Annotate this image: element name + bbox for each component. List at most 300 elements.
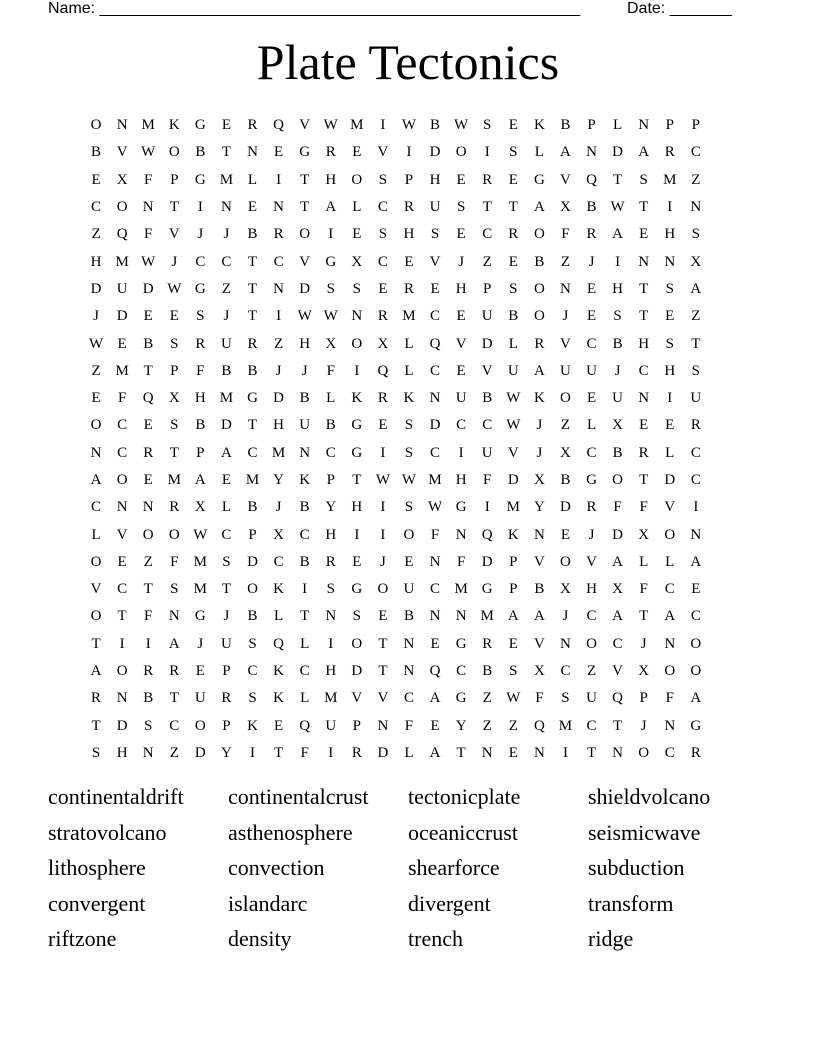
grid-letter: S [509,280,518,297]
word-search-grid [83,112,735,767]
grid-letter: J [458,253,465,270]
grid-letter: J [588,253,595,270]
grid-letter: I [484,499,490,516]
grid-letter: I [145,635,151,652]
grid-letter: L [534,144,544,161]
grid-letter: E [352,553,362,570]
grid-letter: O [168,144,180,161]
grid-letter: N [638,253,650,270]
grid-letter: B [430,117,441,134]
grid-letter: N [586,144,597,161]
grid-letter: R [273,226,284,243]
grid-letter: Q [586,171,597,188]
grid-letter: I [484,144,490,161]
grid-letter: A [533,608,545,625]
grid-letter: B [247,499,258,516]
grid-letter: V [377,144,389,161]
grid-letter: O [116,199,128,216]
grid-letter: V [299,117,311,134]
grid-letter: I [667,390,673,407]
grid-letter: C [690,472,701,488]
grid-row [83,549,735,576]
grid-letter: D [116,717,128,734]
grid-letter: M [219,390,234,407]
grid-letter: R [690,744,701,761]
grid-letter: X [638,526,650,543]
grid-letter: J [223,308,230,325]
grid-letter: N [533,744,545,761]
grid-letter: E [143,472,153,488]
grid-letter: S [509,144,518,161]
grid-letter: C [456,417,467,434]
grid-letter: Q [377,362,389,379]
grid-letter: A [507,608,519,625]
grid-letter: B [534,253,545,270]
grid-letter: D [560,499,571,516]
grid-letter: T [639,308,649,325]
grid-letter: N [273,280,284,297]
grid-letter: T [143,581,153,598]
grid-letter: E [508,117,518,134]
grid-row [83,385,735,412]
grid-row [83,658,735,685]
grid-letter: S [326,581,335,598]
grid-letter: Y [325,499,337,516]
grid-letter: W [401,117,417,134]
grid-letter: E [378,608,388,625]
grid-letter: E [430,635,440,652]
grid-letter: X [377,335,389,352]
grid-letter: Q [612,690,624,707]
grid-letter: B [143,335,154,352]
grid-letter: I [380,526,386,543]
page-title: Plate Tectonics [256,34,560,90]
grid-letter: H [455,472,467,488]
grid-letter: N [299,444,311,461]
grid-letter: H [325,171,337,188]
grid-letter: E [586,280,597,297]
grid-letter: G [455,635,467,652]
grid-letter: O [247,581,258,598]
grid-letter: X [560,199,571,216]
grid-letter: Z [691,171,701,188]
grid-letter: B [143,690,154,707]
grid-row [83,248,735,275]
grid-letter: V [481,362,493,379]
grid-letter: Q [481,526,493,543]
grid-letter: P [639,690,648,707]
word-bank-item: transform [588,890,674,916]
grid-row [83,740,735,767]
grid-letter: O [116,663,128,680]
grid-letter: J [379,553,386,570]
grid-letter: M [245,472,260,488]
grid-letter: D [481,553,493,570]
grid-letter: G [351,417,363,434]
grid-letter: T [639,608,649,625]
grid-letter: E [508,744,518,761]
grid-letter: O [586,635,597,652]
grid-letter: X [690,253,702,270]
grid-letter: W [401,472,417,488]
grid-letter: G [194,117,206,134]
grid-letter: Z [482,717,492,734]
grid-letter: T [300,608,310,625]
grid-letter: O [533,308,545,325]
grid-row [83,467,735,494]
grid-letter: S [665,335,674,352]
grid-letter: F [456,553,466,570]
grid-letter: K [273,663,284,680]
grid-letter: L [404,335,414,352]
grid-letter: V [560,171,571,188]
grid-letter: U [429,199,441,216]
grid-letter: X [533,472,545,488]
grid-letter: Y [221,744,232,761]
grid-letter: S [91,744,101,761]
grid-letter: N [429,390,441,407]
grid-letter: P [352,717,361,734]
grid-letter: T [169,199,179,216]
grid-letter: C [221,526,232,543]
grid-letter: Q [533,717,545,734]
grid-letter: A [168,635,180,652]
grid-letter: N [90,444,102,461]
grid-letter: B [195,417,206,434]
grid-row [83,521,735,548]
grid-letter: H [325,663,337,680]
grid-letter: D [194,744,206,761]
grid-letter: G [247,390,258,407]
grid-letter: B [508,308,519,325]
grid-letter: F [144,171,153,188]
grid-letter: Q [142,390,154,407]
grid-letter: P [196,444,205,461]
grid-letter: W [141,253,156,270]
grid-letter: P [509,553,518,570]
grid-letter: X [612,581,624,598]
grid-letter: O [560,390,571,407]
grid-row [83,494,735,521]
grid-letter: L [586,417,597,434]
grid-letter: O [168,526,180,543]
grid-row [83,330,735,357]
grid-letter: V [612,663,624,680]
grid-letter: T [639,280,649,297]
grid-letter: V [560,335,571,352]
grid-letter: Y [273,472,284,488]
grid-letter: A [690,280,702,297]
grid-letter: F [404,717,414,734]
grid-letter: X [168,390,180,407]
grid-letter: O [455,144,467,161]
grid-letter: Z [482,253,492,270]
grid-letter: G [351,581,363,598]
grid-letter: N [455,526,467,543]
word-bank-item: density [228,926,292,951]
grid-letter: L [404,362,414,379]
grid-letter: E [430,717,440,734]
grid-letter: U [507,362,519,379]
word-bank-item: riftzone [48,926,117,951]
word-bank-item: subduction [588,855,685,880]
grid-letter: R [351,744,362,761]
grid-letter: N [273,199,284,216]
grid-letter: U [299,417,311,434]
grid-letter: O [612,472,624,488]
grid-letter: H [403,226,415,243]
grid-letter: T [691,335,701,352]
grid-letter: T [639,472,649,488]
grid-letter: I [667,199,673,216]
grid-letter: T [300,199,310,216]
grid-letter: Q [299,717,311,734]
grid-letter: I [354,526,360,543]
grid-letter: E [430,280,440,297]
grid-letter: I [693,499,699,516]
grid-row [83,713,735,740]
grid-letter: S [483,117,492,134]
grid-letter: I [562,744,568,761]
grid-letter: P [404,171,414,188]
grid-letter: L [247,171,258,188]
grid-letter: C [482,417,493,434]
grid-letter: F [117,390,127,407]
grid-letter: N [377,717,389,734]
grid-letter: W [427,499,443,516]
grid-letter: I [276,171,282,188]
grid-letter: D [429,417,441,434]
grid-letter: C [560,663,571,680]
grid-letter: H [638,335,650,352]
grid-letter: B [247,608,258,625]
grid-letter: S [691,226,700,243]
grid-letter: X [560,581,571,598]
grid-letter: Z [508,717,518,734]
grid-letter: N [429,608,441,625]
grid-letter: S [326,280,335,297]
grid-letter: R [403,280,414,297]
word-bank-item: ridge [588,926,634,951]
grid-row [83,603,735,630]
grid-letter: X [116,171,128,188]
grid-letter: Q [116,226,128,243]
grid-letter: C [117,581,128,598]
grid-letter: R [195,335,206,352]
grid-letter: V [586,553,597,570]
grid-letter: R [482,171,493,188]
grid-letter: B [560,472,571,488]
grid-letter: A [194,472,206,488]
grid-letter: R [247,117,258,134]
grid-letter: V [533,553,545,570]
grid-letter: U [586,690,597,707]
grid-letter: E [274,717,284,734]
grid-letter: E [91,390,101,407]
grid-letter: O [533,280,545,297]
grid-letter: P [222,717,231,734]
grid-letter: M [219,171,234,188]
grid-letter: R [143,663,154,680]
grid-letter: D [142,280,154,297]
grid-letter: P [483,280,492,297]
grid-letter: N [351,308,363,325]
grid-letter: J [562,608,569,625]
grid-letter: T [169,444,179,461]
grid-letter: A [90,472,102,488]
grid-letter: S [404,417,414,434]
grid-letter: P [170,171,179,188]
word-bank-item: trench [408,926,463,951]
grid-letter: N [247,144,258,161]
grid-letter: O [351,335,363,352]
word-bank-item: stratovolcano [48,819,167,845]
worksheet-header [48,0,748,20]
grid-letter: X [638,663,650,680]
grid-letter: R [403,199,414,216]
grid-letter: T [247,308,258,325]
grid-letter: R [169,499,180,516]
grid-letter: S [248,690,257,707]
grid-letter: I [354,362,360,379]
grid-letter: S [456,199,466,216]
grid-letter: M [193,553,208,570]
grid-letter: P [509,581,518,598]
grid-letter: C [299,526,310,543]
grid-letter: O [664,526,676,543]
grid-letter: P [248,526,257,543]
grid-letter: I [302,581,308,598]
grid-letter: F [639,581,648,598]
grid-letter: U [560,362,571,379]
grid-letter: I [615,253,621,270]
grid-letter: J [171,253,178,270]
grid-letter: J [614,362,621,379]
grid-letter: N [325,608,337,625]
grid-letter: T [456,744,466,761]
grid-letter: U [221,635,232,652]
grid-letter: E [169,308,179,325]
grid-letter: T [274,744,284,761]
grid-letter: D [90,280,102,297]
grid-letter: L [221,499,232,516]
grid-letter: N [560,280,571,297]
grid-letter: C [247,663,258,680]
grid-letter: J [640,717,647,734]
grid-letter: K [247,717,258,734]
grid-row [83,276,735,303]
grid-letter: G [194,280,206,297]
grid-letter: X [533,663,545,680]
grid-letter: E [404,553,414,570]
grid-letter: C [195,253,206,270]
grid-letter: O [194,717,206,734]
grid-letter: C [664,744,675,761]
grid-letter: P [326,472,335,488]
grid-letter: Z [274,335,284,352]
grid-letter: G [194,608,206,625]
grid-letter: N [142,199,154,216]
grid-letter: S [378,171,388,188]
grid-letter: E [117,553,127,570]
grid-letter: N [403,635,415,652]
grid-letter: A [533,362,545,379]
grid-letter: B [299,499,310,516]
grid-letter: N [403,663,415,680]
grid-letter: T [247,417,258,434]
grid-letter: I [119,635,125,652]
grid-letter: C [690,144,701,161]
grid-letter: B [612,444,623,461]
grid-letter: T [300,171,310,188]
grid-letter: C [377,199,388,216]
grid-letter: F [561,226,570,243]
grid-letter: E [143,308,153,325]
grid-letter: J [562,308,569,325]
grid-letter: I [380,117,386,134]
grid-letter: U [690,390,702,407]
word-bank-item: islandarc [228,890,308,916]
grid-letter: G [325,253,337,270]
grid-letter: S [561,690,570,707]
grid-letter: N [664,253,676,270]
grid-letter: A [664,608,676,625]
grid-letter: L [404,744,414,761]
grid-letter: K [351,390,363,407]
grid-letter: Y [533,499,545,516]
grid-letter: U [403,581,415,598]
grid-letter: C [325,444,336,461]
grid-letter: L [639,553,649,570]
grid-letter: T [221,581,232,598]
grid-letter: S [248,635,257,652]
grid-letter: Z [691,308,701,325]
grid-letter: E [378,417,388,434]
grid-letter: O [351,171,363,188]
grid-letter: V [377,690,389,707]
grid-letter: G [351,444,363,461]
grid-letter: A [690,553,702,570]
grid-letter: R [325,144,336,161]
word-bank-item: tectonicplate [408,784,521,809]
grid-letter: E [456,362,466,379]
grid-letter: F [144,226,153,243]
grid-letter: I [328,226,334,243]
grid-letter: E [508,171,518,188]
grid-letter: H [455,280,467,297]
grid-letter: A [690,690,702,707]
grid-letter: V [533,635,545,652]
grid-letter: J [93,308,99,325]
grid-letter: V [116,144,128,161]
word-bank-item: convergent [48,890,146,916]
grid-letter: N [168,608,180,625]
grid-letter: O [690,635,702,652]
grid-letter: S [196,308,205,325]
grid-letter: E [665,417,675,434]
grid-letter: B [482,663,493,680]
grid-letter: O [116,472,128,488]
grid-letter: O [351,635,363,652]
grid-letter: T [613,717,623,734]
grid-letter: R [377,308,388,325]
grid-letter: N [690,199,702,216]
grid-letter: B [299,553,310,570]
grid-letter: M [115,253,129,270]
grid-letter: H [273,417,284,434]
grid-letter: C [117,417,128,434]
grid-letter: B [403,608,414,625]
